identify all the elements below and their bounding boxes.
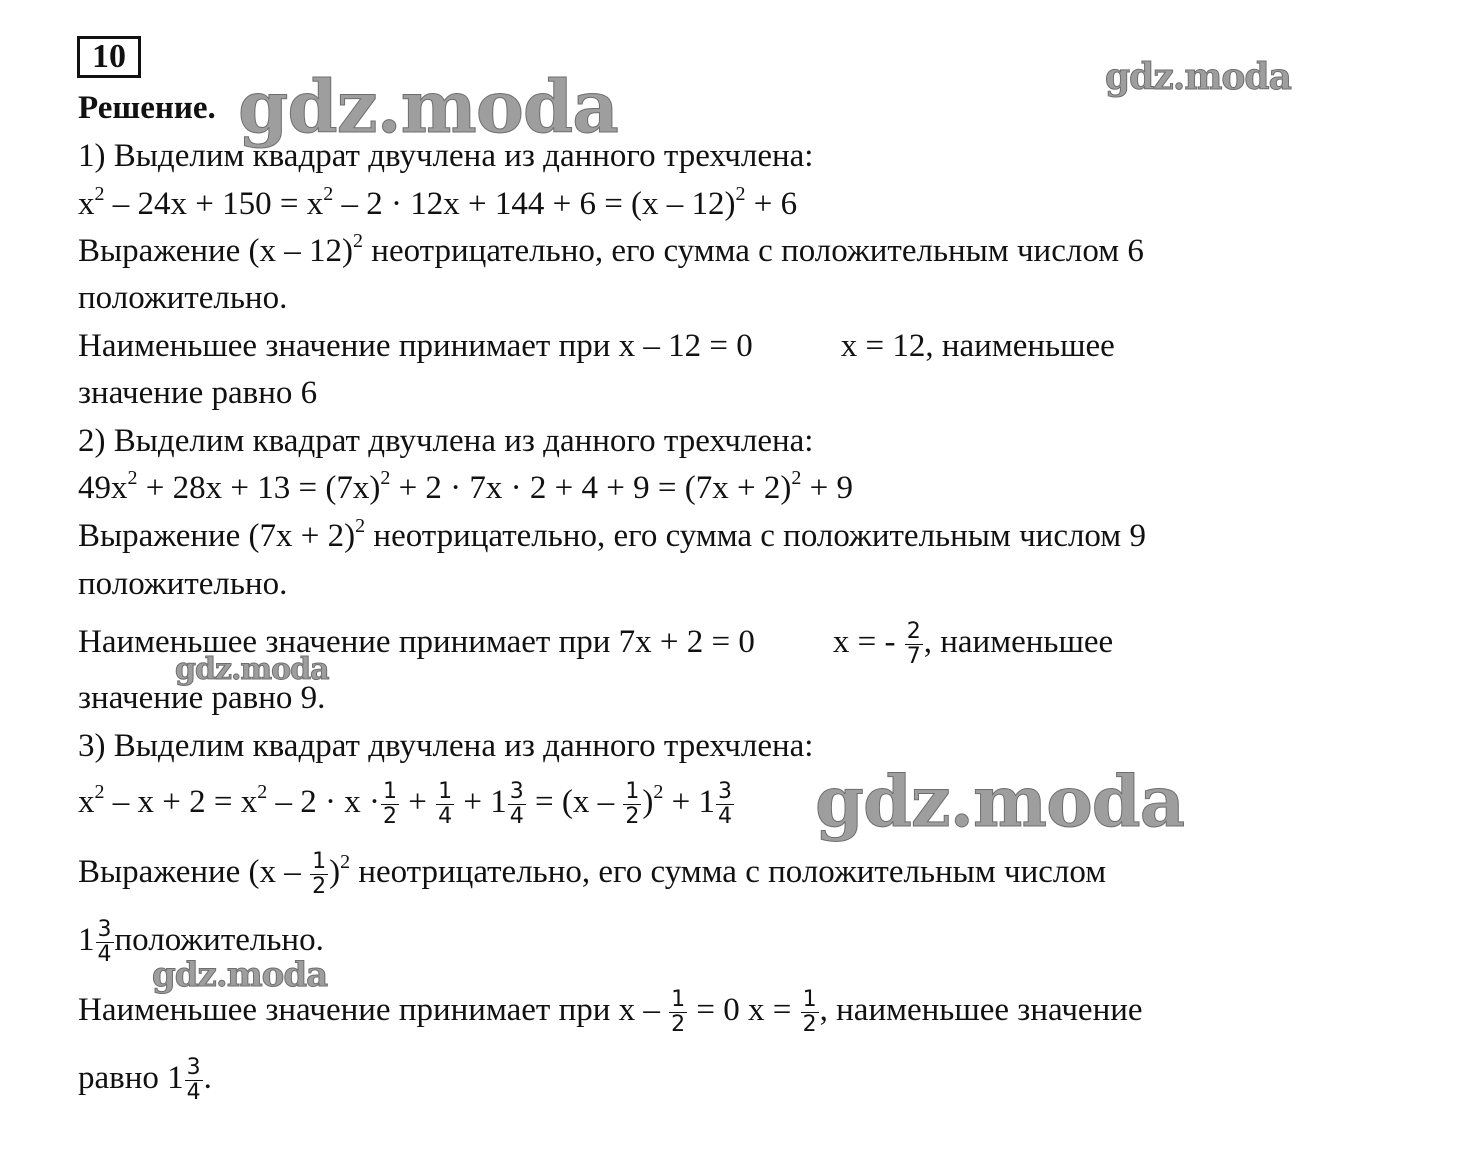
fraction: $\frac{3}{4}$: [717, 779, 732, 829]
part3-positive: 1 $\frac{3}{4}$ положительно.: [78, 917, 324, 967]
part2-minimum: Наименьшее значение принимает при 7x + 2 = 0 x = - $\frac{2}{7}$ , наименьшее: [78, 619, 1114, 669]
part2-value: значение равно 9.: [78, 680, 326, 716]
part2-expression: Выражение $(7x + 2)^2$ неотрицательно, его сумма с положительным числом 9: [78, 515, 1146, 554]
part3-value: равно 1 $\frac{3}{4}$ .: [78, 1055, 212, 1105]
part2-positive: положительно.: [78, 566, 288, 602]
part1-title: 1) Выделим квадрат двучлена из данного трехчлена:: [78, 138, 814, 174]
part1-value: значение равно 6: [78, 375, 318, 411]
part2-equation: $49x^2 + 28x + 13 = (7x)^2 + 2 \cdot 7x \cdot 2 + 4 + 9 = (7x + 2)^2 + 9$: [78, 467, 853, 506]
fraction: $\frac{2}{7}$: [906, 619, 921, 669]
part1-equation: $x^2 - 24x + 150 = x^2 - 2 \cdot 12x + 144 + 6 = (x - 12)^2 + 6$: [78, 183, 798, 222]
heading: Решение.: [78, 90, 216, 126]
fraction: $\frac{3}{4}$: [97, 917, 112, 967]
fraction: $\frac{3}{4}$: [509, 779, 524, 829]
watermark-large-top: gdz.moda: [238, 64, 618, 149]
watermark-small-top-right: gdz.moda: [1105, 56, 1291, 98]
watermark-small-bottom: gdz.moda: [152, 955, 328, 995]
fraction: $\frac{1}{4}$: [438, 779, 453, 829]
part3-title: 3) Выделим квадрат двучлена из данного трехчлена:: [78, 728, 814, 764]
watermark-large-bottom: gdz.moda: [815, 760, 1185, 843]
task-number-box: 10: [77, 36, 141, 78]
fraction: $\frac{1}{2}$: [625, 779, 640, 829]
part1-positive: положительно.: [78, 280, 288, 316]
watermark-small-middle: gdz.moda: [175, 652, 329, 687]
part1-expression: Выражение (x – 12)$^2$ неотрицательно, его сумма с положительным числом 6: [78, 230, 1144, 269]
fraction: $\frac{1}{2}$: [802, 987, 817, 1037]
fraction: $\frac{1}{2}$: [312, 849, 327, 899]
part2-title: 2) Выделим квадрат двучлена из данного трехчлена:: [78, 423, 814, 459]
part3-expression: Выражение (x – $\frac{1}{2}$ )$^2$ неотрицательно, его сумма с положительным числом: [78, 849, 1107, 899]
part3-minimum: Наименьшее значение принимает при x – $\frac{1}{2}$ = 0 x = $\frac{1}{2}$ , наименьшее значение: [78, 987, 1143, 1037]
fraction: $\frac{3}{4}$: [186, 1055, 201, 1105]
part1-minimum: Наименьшее значение принимает при x – 12 = 0 x = 12, наименьшее: [78, 328, 1115, 364]
part3-equation: $x^2 - x + 2 = x^2 - 2 \cdot x$ · $\frac{1}{2}$ + $\frac{1}{4}$ + 1 $\frac{3}{4}$ = (x – $\frac{1}{2}$ )$^2$ + 1 $\frac{3}{4}$: [78, 779, 732, 829]
fraction: $\frac{1}{2}$: [382, 779, 397, 829]
fraction: $\frac{1}{2}$: [671, 987, 686, 1037]
